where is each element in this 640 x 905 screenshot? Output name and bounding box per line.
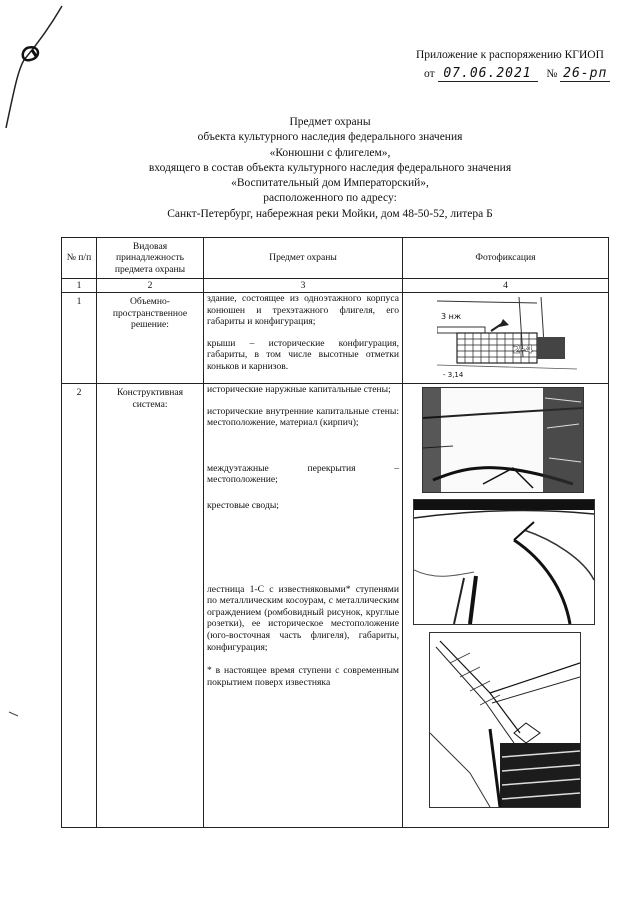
subject-item: крыши – исторические конфигурация, габариты, в том числе высотные отметки коньков и карнизов. <box>207 337 399 372</box>
row-photo <box>403 384 609 828</box>
title-line: входящего в состав объекта культурного наследия федерального значения <box>148 161 512 174</box>
row-subject <box>204 293 403 384</box>
scan-mark-icon <box>8 710 20 718</box>
title-line: «Конюшни с флигелем», <box>269 146 391 159</box>
row-subject <box>204 384 403 828</box>
header-photo: Фотофиксация <box>403 238 609 279</box>
column-number: 2 <box>97 279 204 293</box>
handwritten-date: 07.06.2021 <box>438 66 538 82</box>
header-subject: Предмет охраны <box>204 238 403 279</box>
row-number: 2 <box>62 384 97 828</box>
table-header-row <box>62 238 609 279</box>
row-photo <box>403 293 609 384</box>
protection-table <box>61 237 609 828</box>
pen-mark-icon <box>0 0 70 140</box>
subject-item: исторические наружные капитальные стены; <box>207 384 391 395</box>
subject-item: здание, состоящее из одноэтажного корпуса конюшен и трехэтажного флигеля, его габариты и конфигурация; <box>207 293 399 328</box>
subject-item: лестница 1-С с известняковыми* ступенями по металлическим косоурам, с металлическим ограждением (ромбовидный рисунок, круглые розетки), ее историческое местоположение (юго-восточная часть флигеля), габариты, конфигурация; <box>207 583 399 653</box>
title-line: Предмет охраны <box>289 116 371 128</box>
number-prefix: № <box>546 68 558 80</box>
plan-label: - 3,14 <box>443 371 464 379</box>
subject-item: междуэтажные перекрытия – местоположение; <box>207 462 399 486</box>
column-number: 4 <box>403 279 609 293</box>
row-category: Конструктивная система: <box>97 384 204 828</box>
header-category: Видовая принадлежность предмета охраны <box>97 238 204 279</box>
table-row <box>62 293 609 384</box>
header-num: № п/п <box>62 238 97 279</box>
table-row <box>62 384 609 828</box>
title-line: Санкт-Петербург, набережная реки Мойки, дом 48-50-52, литера Б <box>167 207 493 220</box>
order-line <box>424 66 614 86</box>
annex-label: Приложение к распоряжению КГИОП <box>416 49 604 61</box>
subject-item: * в настоящее время ступени с современным покрытием поверх известняка <box>207 665 399 688</box>
site-plan-image <box>437 297 577 381</box>
column-numbers-row <box>62 279 609 293</box>
row-category: Объемно-пространственное решение: <box>97 293 204 384</box>
column-number: 1 <box>62 279 97 293</box>
document-title <box>130 115 530 222</box>
plan-label: 2-4 <box>513 343 533 356</box>
title-line: объекта культурного наследия федерального значения <box>197 131 463 144</box>
staircase-photo <box>429 632 581 808</box>
subject-item: исторические внутренние капитальные стены: местоположение, материал (кирпич); <box>207 405 399 429</box>
title-line: расположенного по адресу: <box>263 192 397 205</box>
vaults-photo <box>413 499 595 625</box>
row-number: 1 <box>62 293 97 384</box>
column-number: 3 <box>204 279 403 293</box>
plan-label: 3 нж <box>441 312 462 321</box>
handwritten-number: 26-рп <box>560 66 610 82</box>
walls-photo <box>422 387 584 493</box>
date-prefix: от <box>424 68 435 80</box>
title-line: «Воспитательный дом Императорский», <box>231 177 429 190</box>
subject-item: крестовые своды; <box>207 499 279 511</box>
